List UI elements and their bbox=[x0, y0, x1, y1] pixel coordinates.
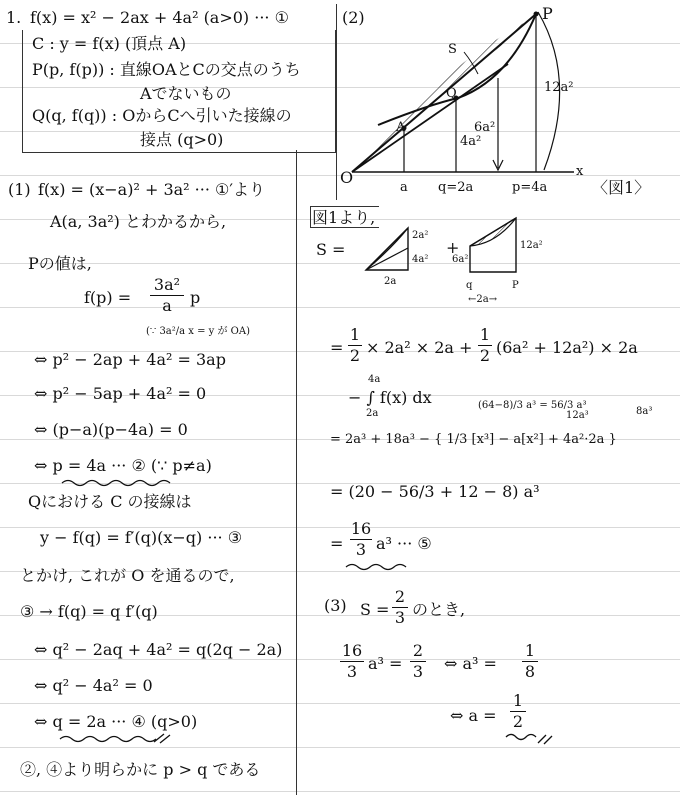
part2-label: (2) bbox=[342, 8, 365, 27]
part1-line3: Pの値は, bbox=[28, 254, 92, 273]
part1-step4: ⇔ p = 4a ··· ② (∵ p≠a) bbox=[34, 456, 212, 475]
fig-label-s: S bbox=[448, 42, 457, 57]
part1-step3: ⇔ (p−a)(p−4a) = 0 bbox=[34, 420, 188, 439]
part1-step1: ⇔ p² − 2ap + 4a² = 3ap bbox=[34, 350, 226, 369]
trap-label-q: q bbox=[466, 280, 473, 291]
trap-label-width: ←2a→ bbox=[468, 294, 498, 305]
calc5-eq: = bbox=[330, 534, 344, 553]
fig-label-o: O bbox=[340, 168, 354, 187]
calc2-lower-limit: 2a bbox=[366, 408, 379, 419]
part2-from-figure: 図1より, bbox=[312, 208, 376, 227]
calc1-eq: = bbox=[330, 338, 344, 357]
calc1-end: (6a² + 12a²) × 2a bbox=[496, 338, 638, 357]
plus-sign: + bbox=[446, 238, 460, 257]
part3-eq-frac3 bbox=[522, 642, 538, 681]
calc5-num: 16 bbox=[350, 519, 372, 538]
calc2-upper-limit: 4a bbox=[368, 374, 381, 385]
part1-eq-lhs: f(p) = bbox=[84, 288, 132, 307]
part1-eq-den: a bbox=[162, 296, 172, 315]
underline-a-result bbox=[504, 732, 554, 746]
tri-label-2a: 2a bbox=[384, 276, 397, 287]
part1-step2: ⇔ p² − 5ap + 4a² = 0 bbox=[34, 384, 207, 403]
definition-c: C : y = f(x) (頂点 A) bbox=[32, 34, 187, 53]
part3-eq-den4: 2 bbox=[512, 712, 524, 731]
tri-label-4a2: 4a² bbox=[412, 254, 429, 265]
definition-f: f(x) = x² − 2ax + 4a² (a>0) ··· ① bbox=[30, 8, 289, 27]
part1-tangent-step3: ⇔ q² − 4a² = 0 bbox=[34, 676, 153, 695]
fig-label-4a2: 4a² bbox=[460, 134, 482, 149]
part1-tangent-cond: とかけ, これが O を通るので, bbox=[20, 566, 235, 585]
calc1-frac1-num: 1 bbox=[349, 325, 361, 344]
part3-eq-num3: 1 bbox=[524, 641, 536, 660]
part1-eq-num: 3a² bbox=[153, 275, 181, 294]
trap-label-12a2: 12a² bbox=[520, 240, 543, 251]
part1-tangent-step4: ⇔ q = 2a ··· ④ (q>0) bbox=[34, 712, 198, 731]
definition-p-cont: Aでないもの bbox=[140, 84, 232, 103]
calc1-frac1-den: 2 bbox=[349, 346, 361, 365]
part3-cond-post: のとき, bbox=[412, 600, 466, 619]
calc1-frac2-den: 2 bbox=[479, 346, 491, 365]
fig-tick-a: a bbox=[400, 180, 408, 195]
triangle-diagram bbox=[362, 218, 442, 288]
underline-q-result bbox=[58, 734, 168, 744]
fig-label-6a2: 6a² bbox=[474, 120, 496, 135]
part3-eq-frac4 bbox=[510, 692, 526, 731]
part1-tangent-step2: ⇔ q² − 2aq + 4a² = q(2q − 2a) bbox=[34, 640, 283, 659]
calc2-integral: − ∫ f(x) dx bbox=[348, 388, 432, 407]
tri-label-2a2: 2a² bbox=[412, 230, 429, 241]
part2-s-eq: S = bbox=[316, 240, 346, 259]
part1-eq-note: (∵ 3a²/a x = y が OA) bbox=[146, 326, 250, 337]
part3-cond-fraction bbox=[392, 588, 408, 627]
fig-tick-p: p=4a bbox=[512, 180, 548, 195]
part3-cond-num: 2 bbox=[394, 587, 406, 606]
part3-cond: S = bbox=[360, 600, 390, 619]
part3-eq-frac2 bbox=[410, 642, 426, 681]
part3-label: (3) bbox=[324, 596, 347, 615]
part1-tangent-intro: Qにおける C の接線は bbox=[28, 492, 192, 511]
part3-eq-a3: a³ = bbox=[368, 654, 403, 673]
part3-eq-frac1 bbox=[340, 642, 364, 681]
problem-number: 1. bbox=[6, 8, 22, 27]
trap-label-p: P bbox=[512, 280, 519, 291]
part1-tangent-step1: ③ → f(q) = q f′(q) bbox=[20, 602, 158, 621]
calc3-note2: 12a³ bbox=[566, 410, 589, 421]
part1-tangent-eq: y − f(q) = f′(q)(x−q) ··· ③ bbox=[40, 528, 243, 547]
part1-line2: A(a, 3a²) とわかるから, bbox=[50, 212, 227, 231]
definition-p: P(p, f(p)) : 直線OAとCの交点のうち bbox=[32, 60, 301, 79]
calc5-post: a³ ··· ⑤ bbox=[376, 534, 432, 553]
calc1-frac2-num: 1 bbox=[479, 325, 491, 344]
fig-label-q: Q bbox=[446, 86, 457, 101]
part1-eq-var: p bbox=[190, 288, 201, 307]
definition-q: Q(q, f(q)) : OからCへ引いた接線の bbox=[32, 106, 292, 125]
fig-tick-q: q=2a bbox=[438, 180, 474, 195]
part1-line1: f(x) = (x−a)² + 3a² ··· ①′より bbox=[38, 180, 265, 199]
calc5-den: 3 bbox=[355, 540, 367, 559]
part3-eq-num4: 1 bbox=[512, 691, 524, 710]
underline-p-result bbox=[60, 478, 180, 488]
part3-eq-num2: 2 bbox=[412, 641, 424, 660]
part3-eq-iff: ⇔ a³ = bbox=[444, 654, 497, 673]
part3-eq-num1: 16 bbox=[341, 641, 363, 660]
figure-caption: 〈図1〉 bbox=[592, 178, 651, 197]
calc1-mid: × 2a² × 2a + bbox=[366, 338, 473, 357]
fig-label-a: A bbox=[396, 120, 406, 135]
part3-eq-den3: 8 bbox=[524, 662, 536, 681]
point-p bbox=[534, 12, 539, 17]
line-op bbox=[352, 14, 536, 172]
part3-cond-den: 3 bbox=[394, 608, 406, 627]
part3-eq-den1: 3 bbox=[346, 662, 358, 681]
calc1-frac1 bbox=[348, 326, 362, 365]
part3-eq-iff2: ⇔ a = bbox=[450, 706, 497, 725]
part1-label: (1) bbox=[8, 180, 31, 199]
calc4: = (20 − 56/3 + 12 − 8) a³ bbox=[330, 482, 540, 501]
fig-label-12a2: 12a² bbox=[544, 80, 574, 95]
calc5-fraction bbox=[350, 520, 372, 559]
fig-label-x: x bbox=[576, 164, 584, 179]
calc3-note3: 8a³ bbox=[636, 406, 653, 417]
calc1-frac2 bbox=[478, 326, 492, 365]
figure-1 bbox=[338, 0, 678, 200]
part1-conclusion: ②, ④より明らかに p > q である bbox=[20, 760, 261, 779]
column-divider-top bbox=[336, 4, 337, 200]
column-divider bbox=[296, 150, 297, 795]
part3-eq-den2: 3 bbox=[412, 662, 424, 681]
underline-s-result bbox=[344, 562, 414, 572]
fig-label-p: P bbox=[542, 4, 553, 23]
calc3-note1: (64−8)/3 a³ = 56/3 a³ bbox=[478, 400, 587, 411]
part1-eq-fraction bbox=[150, 276, 184, 315]
calc3: = 2a³ + 18a³ − { 1/3 [x³] − a[x²] + 4a²·2a } bbox=[330, 432, 617, 447]
definition-q-cont: 接点 (q>0) bbox=[140, 130, 224, 149]
trap-label-6a2: 6a² bbox=[452, 254, 469, 265]
definition-box bbox=[22, 30, 336, 153]
